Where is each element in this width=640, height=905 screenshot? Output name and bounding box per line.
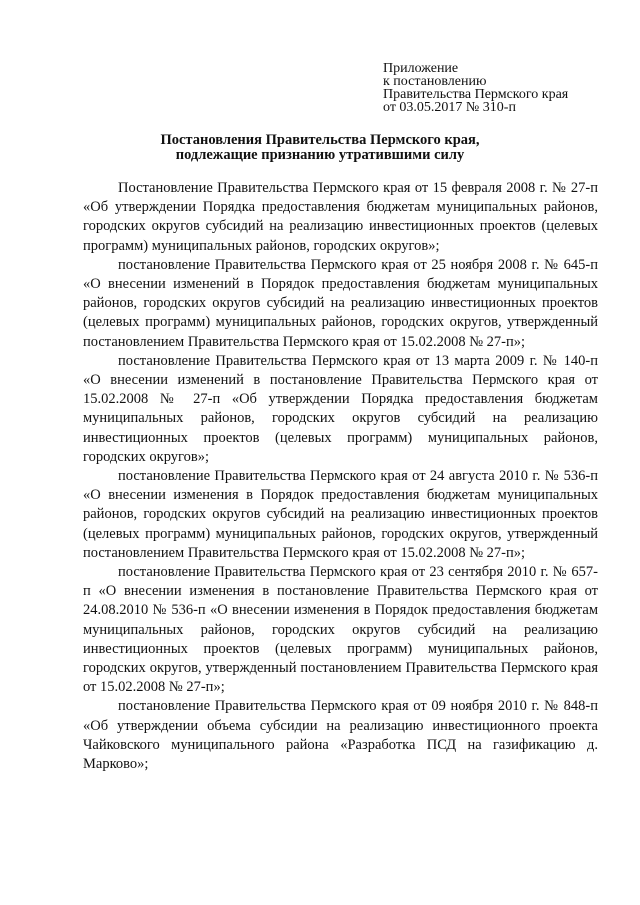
resolution-paragraph: постановление Правительства Пермского края от 25 ноября 2008 г. № 645-п «О внесении изменений в Порядок предоставления бюджетам муниципальных районов, городских округов субсидий на реализацию инвестиционных проектов (целевых программ) муниципальных районов, городских округов, утвержденный постановлением Правительства Пермского края от 15.02.2008 № 27-п»; [83,256,598,350]
appendix-line: Приложение [383,61,459,76]
title-line: Постановления Правительства Пермского края, [160,132,480,148]
document-title [0,133,640,163]
appendix-block [383,62,623,114]
resolution-paragraph: Постановление Правительства Пермского края от 15 февраля 2008 г. № 27-п «Об утверждении Порядка предоставления бюджетам муниципальных районов, городских округов субсидий на реализацию инвестиционных проектов (целевых программ) муниципальных районов, городских округов»; [83,180,598,254]
resolution-paragraph: постановление Правительства Пермского края от 23 сентября 2010 г. № 657-п «О внесении изменения в постановление Правительства Пермского края от 24.08.2010 № 536-п «О внесении изменения в Порядок предоставления бюджетам муниципальных районов, городских округов субсидий на реализацию инвестиционных проектов (целевых программ) муниципальных районов, городских округов, утвержденный постановлением Правительства Пермского края от 15.02.2008 № 27-п»; [83,564,598,696]
resolution-paragraph: постановление Правительства Пермского края от 24 августа 2010 г. № 536-п «О внесении изменения в Порядок предоставления бюджетам муниципальных районов, городских округов субсидий на реализацию инвестиционных проектов (целевых программ) муниципальных районов, городских округов, утвержденный постановлением Правительства Пермского края от 15.02.2008 № 27-п»; [83,468,598,561]
resolution-paragraph: постановление Правительства Пермского края от 09 ноября 2010 г. № 848-п «Об утверждении объема субсидии на реализацию инвестиционного проекта Чайковского муниципального района «Разработка ПСД на газификацию д. Марково»; [83,698,598,773]
appendix-line: Правительства Пермского края [383,87,569,102]
appendix-line: от 03.05.2017 № 310-п [383,100,516,115]
document-body [83,179,598,774]
appendix-line: к постановлению [383,74,487,89]
resolution-paragraph: постановление Правительства Пермского края от 13 марта 2009 г. № 140-п «О внесении изменений в постановление Правительства Пермского края от 15.02.2008 № 27-п «Об утверждении Порядка предоставления бюджетам муниципальных районов, городских округов субсидий на реализацию инвестиционных проектов (целевых программ) муниципальных районов, городских округов»; [83,352,598,465]
title-line: подлежащие признанию утратившими силу [175,147,465,163]
